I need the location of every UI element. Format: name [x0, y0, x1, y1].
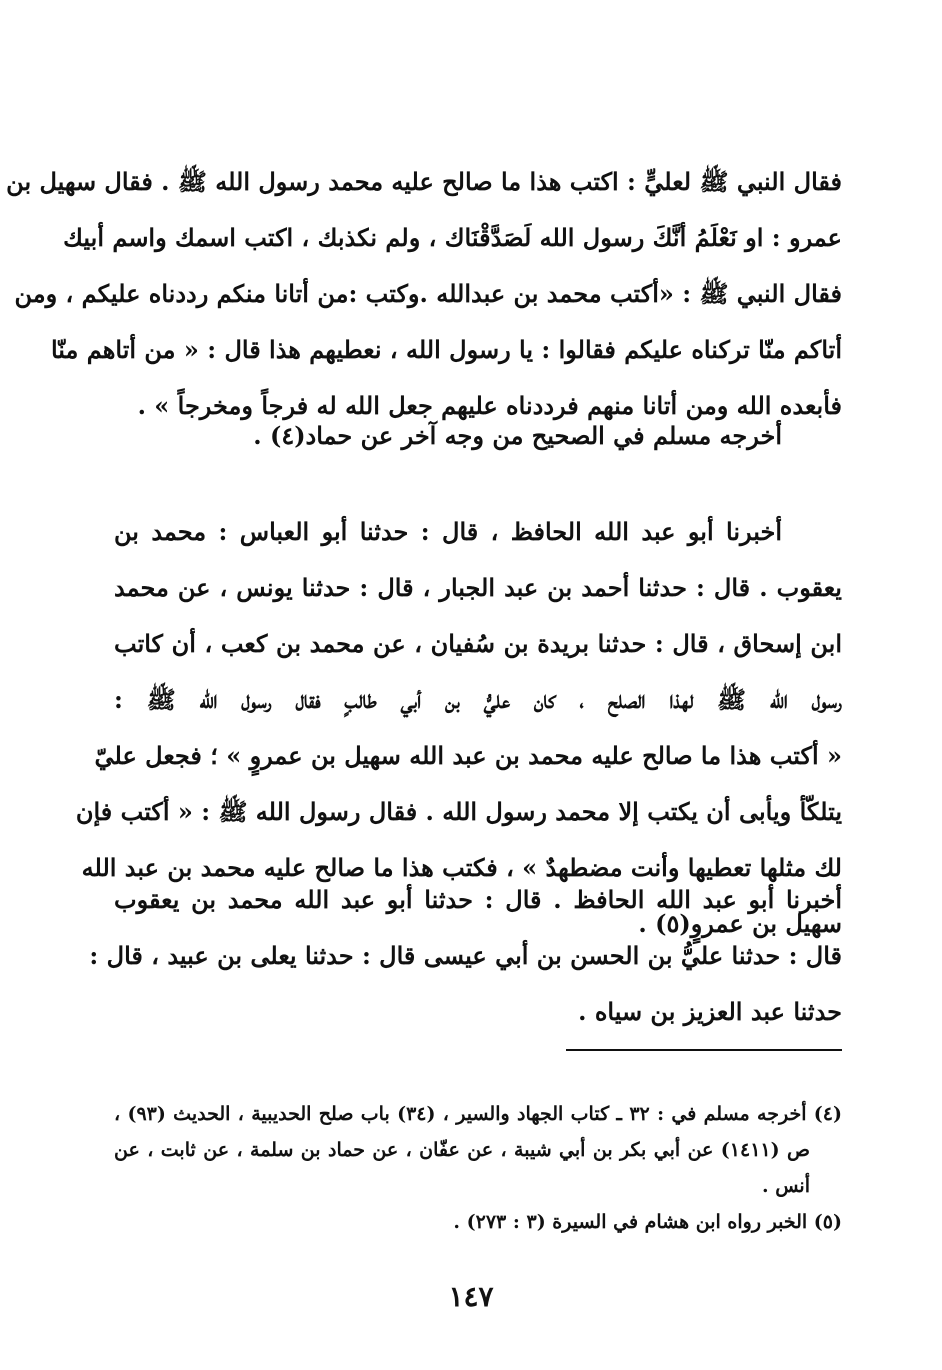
paragraph-isnad-second	[89, 872, 842, 1040]
footnotes-section	[114, 1096, 842, 1240]
text-line: يتلكّأ ويأبى أن يكتب إلا محمد رسول الله . فقال رسول الله ﷺ : « أكتب فإن	[75, 797, 842, 826]
text-line: فقال النبي ﷺ : «أكتب محمد بن عبدالله .وكتب :من أتانا منكم رددناه عليكم ، ومن	[14, 279, 842, 308]
text-line: أخبرنا أبو عبد الله الحافظ . قال : حدثنا أبو عبد الله محمد بن يعقوب	[114, 885, 842, 914]
text-line: ابن إسحاق ، قال : حدثنا بريدة بن سُفيان ، عن محمد بن كعب ، أن كاتب	[114, 629, 842, 658]
paragraph-takhrij	[253, 408, 782, 464]
text-line: سهيل بن عمروٍ(٥) .	[638, 909, 842, 938]
footnote-line: (٥) الخبر رواه ابن هشام في السيرة (٣ : ٢٧٣) .	[453, 1211, 842, 1233]
footnote-4	[114, 1096, 842, 1204]
text-line: رسول الله ﷺ لهذا الصلح ، كان عليُّ بن أبي طالبٍ فقال رسول الله ﷺ :	[114, 685, 842, 714]
page-number: ١٤٧	[448, 1280, 494, 1313]
text-line: عمرو : او نَعْلَمُ أنَّكَ رسول الله لَصَدَّقْنَاك ، ولم نكذبك ، اكتب اسمك واسم أبيك	[63, 223, 842, 252]
text-line: يعقوب . قال : حدثنا أحمد بن عبد الجبار ، قال : حدثنا يونس ، عن محمد	[114, 573, 842, 602]
footnote-divider	[566, 1049, 842, 1051]
text-line: حدثنا عبد العزيز بن سياه .	[578, 997, 842, 1026]
footnote-line: (٤) أخرجه مسلم في : ٣٢ ـ كتاب الجهاد والسير ، (٣٤) باب صلح الحديبية ، الحديث (٩٣) ،	[114, 1103, 842, 1125]
paragraph-hadith-text	[6, 154, 842, 434]
footnote-line: ص (١٤١١) عن أبي بكر بن أبي شيبة ، عن عفّان ، عن حماد بن سلمة ، عن ثابت ، عن	[114, 1139, 811, 1161]
text-line: قال : حدثنا عليُّ بن الحسن بن أبي عيسى قال : حدثنا يعلى بن عبيد ، قال :	[89, 941, 842, 970]
text-line: فقال النبي ﷺ لعليٍّ : اكتب هذا ما صالح عليه محمد رسول الله ﷺ . فقال سهيل بن	[6, 167, 842, 196]
text-line: « أكتب هذا ما صالح عليه محمد بن عبد الله سهيل بن عمروٍ » ؛ فجعل عليّ	[94, 741, 842, 770]
footnote-5	[114, 1204, 842, 1240]
text-line: فأبعده الله ومن أتانا منهم فرددناه عليهم جعل الله له فرجاً ومخرجاً » .	[137, 391, 842, 420]
text-line: أتاكم منّا تركناه عليكم فقالوا : يا رسول الله ، نعطيهم هذا قال : « من أتاهم منّا	[50, 335, 842, 364]
text-line: لك مثلها تعطيها وأنت مضطهدٌ » ، فكتب هذا ما صالح عليه محمد بن عبد الله	[81, 853, 842, 882]
text-line: أخبرنا أبو عبد الله الحافظ ، قال : حدثنا أبو العباس : محمد بن	[114, 517, 782, 546]
footnote-line: أنس .	[761, 1175, 810, 1197]
text-line: أخرجه مسلم في الصحيح من وجه آخر عن حماد(٤) .	[253, 421, 782, 450]
